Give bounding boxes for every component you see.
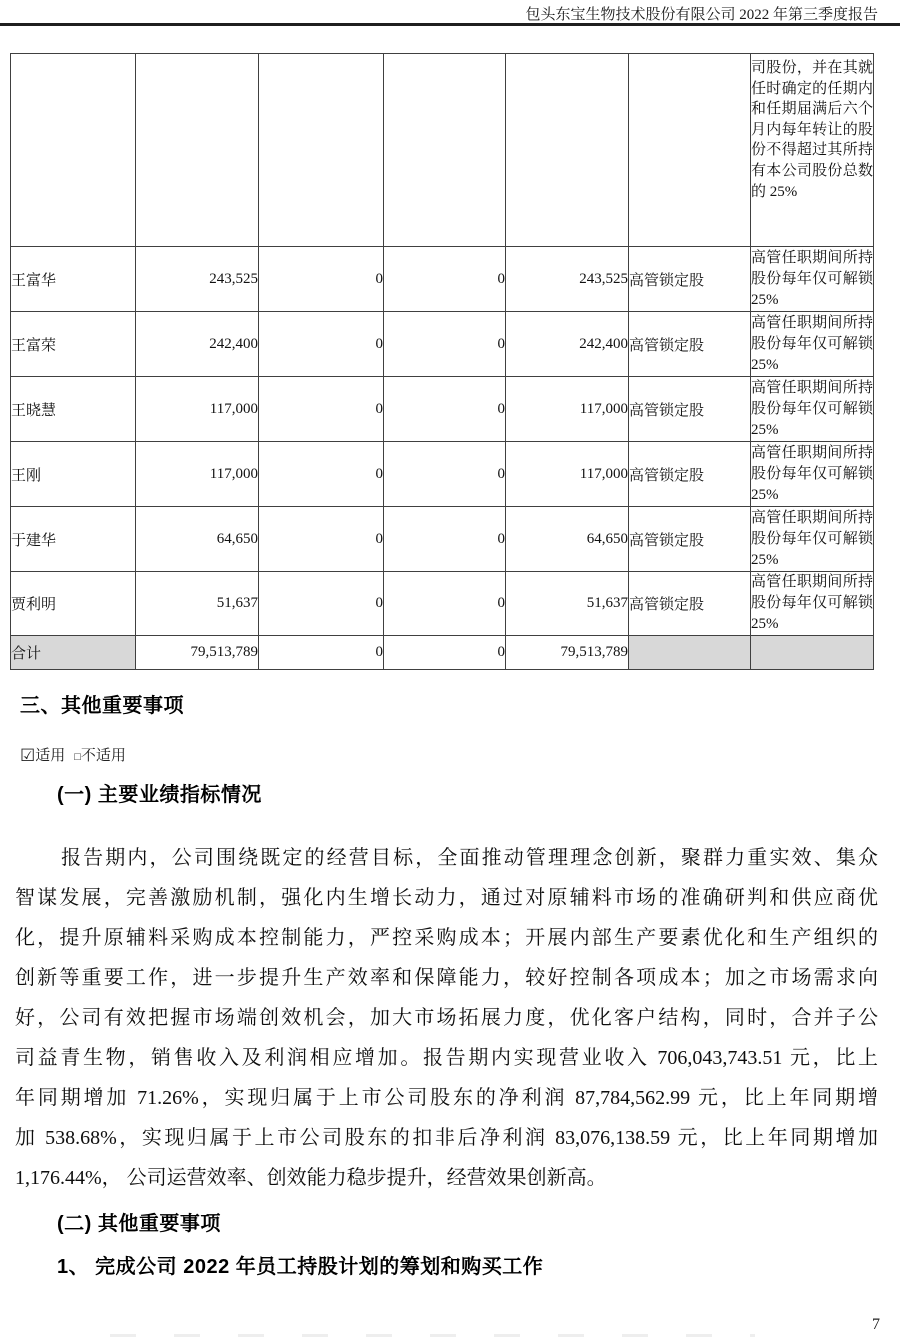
shares-begin: 117,000 <box>136 442 259 507</box>
shares-released: 0 <box>384 247 506 312</box>
shares-end: 242,400 <box>506 312 629 377</box>
kpi-paragraph <box>15 838 878 1198</box>
shares-added: 0 <box>259 572 384 636</box>
holder-name: 贾利明 <box>11 572 136 636</box>
paragraph-line: 创新等重要工作，进一步提升生产效率和保障能力，较好控制各项成本；加之市场需求向 <box>15 967 878 989</box>
paragraph-line: 1,176.44%， 公司运营效率、创效能力稳步提升，经营效果创新高。 <box>15 1167 607 1189</box>
shares-begin: 243,525 <box>136 247 259 312</box>
shares-end: 117,000 <box>506 377 629 442</box>
lock-reason: 高管锁定股 <box>629 312 751 377</box>
table-total-row <box>11 636 874 670</box>
total-begin: 79,513,789 <box>136 636 259 670</box>
shares-end: 117,000 <box>506 442 629 507</box>
shares-added: 0 <box>259 312 384 377</box>
lock-note: 高管任职期间所持股份每年仅可解锁 25% <box>751 247 874 312</box>
empty-cell <box>506 54 629 247</box>
holder-name: 王刚 <box>11 442 136 507</box>
empty-cell <box>11 54 136 247</box>
total-end: 79,513,789 <box>506 636 629 670</box>
lock-note: 高管任职期间所持股份每年仅可解锁 25% <box>751 507 874 572</box>
lock-reason: 高管锁定股 <box>629 442 751 507</box>
total-added: 0 <box>259 636 384 670</box>
table-row <box>11 247 874 312</box>
page-number: 7 <box>872 1316 880 1333</box>
shares-end: 243,525 <box>506 247 629 312</box>
lock-reason: 高管锁定股 <box>629 377 751 442</box>
table-row <box>11 572 874 636</box>
empty-cell <box>384 54 506 247</box>
subsection-title-kpi: (一) 主要业绩指标情况 <box>57 784 262 806</box>
checked-checkbox-icon: ☑ <box>20 746 36 765</box>
shares-end: 64,650 <box>506 507 629 572</box>
table-row <box>11 442 874 507</box>
paragraph-line: 报告期内，公司围绕既定的经营目标，全面推动管理理念创新，聚群力重实效、集众 <box>61 847 878 869</box>
shares-added: 0 <box>259 507 384 572</box>
paragraph-line: 年同期增加 71.26%，实现归属于上市公司股东的净利润 87,784,562.99 元，比上年同期增 <box>15 1087 878 1109</box>
section-title-other-matters: 三、其他重要事项 <box>20 695 184 717</box>
total-label: 合计 <box>11 636 136 670</box>
shares-released: 0 <box>384 442 506 507</box>
shares-end: 51,637 <box>506 572 629 636</box>
shares-added: 0 <box>259 247 384 312</box>
table-row <box>11 312 874 377</box>
paragraph-line: 司益青生物，销售收入及利润相应增加。报告期内实现营业收入 706,043,743.51 元，比上 <box>15 1047 878 1069</box>
lock-note: 高管任职期间所持股份每年仅可解锁 25% <box>751 572 874 636</box>
item-title-esop: 1、 完成公司 2022 年员工持股计划的筹划和购买工作 <box>57 1256 544 1278</box>
applicable-label: 适用 <box>35 748 66 764</box>
subsection-title-other-important: (二) 其他重要事项 <box>57 1213 221 1235</box>
shares-released: 0 <box>384 507 506 572</box>
total-empty-cell <box>629 636 751 670</box>
shares-begin: 51,637 <box>136 572 259 636</box>
total-released: 0 <box>384 636 506 670</box>
shares-begin: 64,650 <box>136 507 259 572</box>
header-rule <box>0 23 900 26</box>
lock-note: 高管任职期间所持股份每年仅可解锁 25% <box>751 312 874 377</box>
holder-name: 王富华 <box>11 247 136 312</box>
holder-name: 王晓慧 <box>11 377 136 442</box>
paragraph-line: 化，提升原辅料采购成本控制能力，严控采购成本；开展内部生产要素优化和生产组织的 <box>15 927 878 949</box>
table-row-continuation <box>11 54 874 247</box>
table-row <box>11 377 874 442</box>
lock-reason: 高管锁定股 <box>629 247 751 312</box>
empty-cell <box>629 54 751 247</box>
running-header-title: 包头东宝生物技术股份有限公司 2022 年第三季度报告 <box>525 7 878 23</box>
applicability-line <box>20 744 126 766</box>
holder-name: 王富荣 <box>11 312 136 377</box>
holder-name: 于建华 <box>11 507 136 572</box>
paragraph-line: 智谋发展，完善激励机制，强化内生增长动力，通过对原辅料市场的准确研判和供应商优 <box>15 887 878 909</box>
shares-begin: 242,400 <box>136 312 259 377</box>
shares-added: 0 <box>259 377 384 442</box>
shares-released: 0 <box>384 377 506 442</box>
shares-begin: 117,000 <box>136 377 259 442</box>
lock-reason: 高管锁定股 <box>629 572 751 636</box>
shares-added: 0 <box>259 442 384 507</box>
empty-cell <box>136 54 259 247</box>
not-applicable-label: 不适用 <box>80 748 126 764</box>
paragraph-line: 加 538.68%，实现归属于上市公司股东的扣非后净利润 83,076,138.59 元，比上年同期增加 <box>15 1127 878 1149</box>
paragraph-line: 好，公司有效把握市场端创效机会，加大市场拓展力度，优化客户结构，同时，合并子公 <box>15 1007 878 1029</box>
lock-note: 高管任职期间所持股份每年仅可解锁 25% <box>751 377 874 442</box>
lock-reason: 高管锁定股 <box>629 507 751 572</box>
empty-cell <box>259 54 384 247</box>
shares-released: 0 <box>384 572 506 636</box>
unchecked-checkbox-icon: □ <box>74 751 81 763</box>
total-empty-cell <box>751 636 874 670</box>
table-row <box>11 507 874 572</box>
shares-released: 0 <box>384 312 506 377</box>
continuation-note-cell: 司股份，并在其就任时确定的任期内和任期届满后六个月内每年转让的股份不得超过其所持有本公司股份总数的 25% <box>751 54 874 247</box>
page-edge-artifact <box>110 1334 755 1337</box>
lock-note: 高管任职期间所持股份每年仅可解锁 25% <box>751 442 874 507</box>
restricted-shares-table <box>10 53 874 670</box>
